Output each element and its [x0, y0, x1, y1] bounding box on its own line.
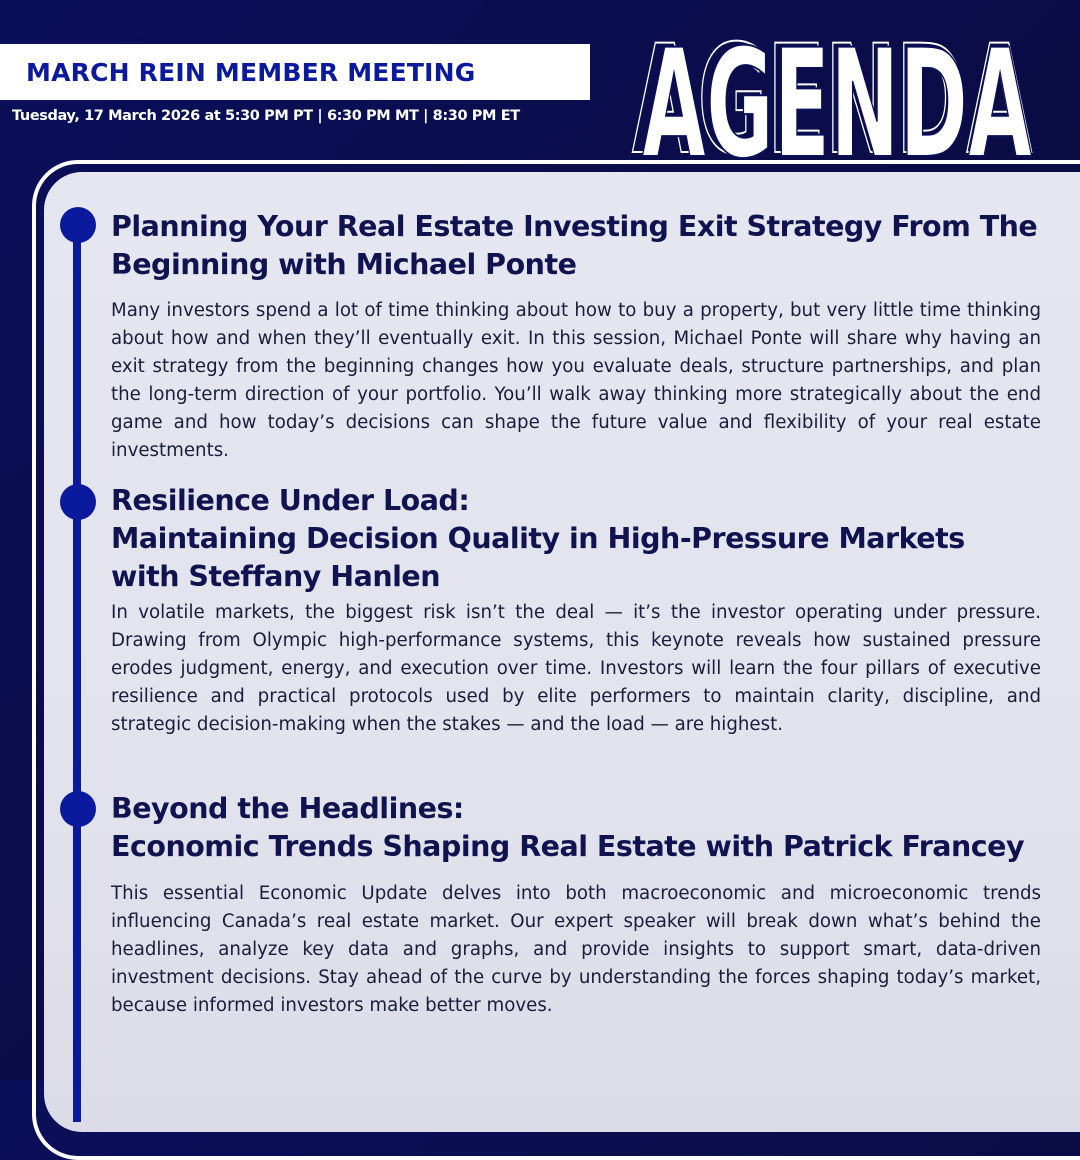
session-3-title-line-2: Economic Trends Shaping Real Estate with Patrick Francey [111, 830, 1025, 863]
session-3-title [111, 790, 1024, 866]
session-2-title-line-1: Resilience Under Load: [111, 484, 470, 517]
session-2-title-line-2: Maintaining Decision Quality in High-Pressure Markets [111, 522, 965, 555]
header-banner [0, 44, 590, 100]
agenda-heading [628, 6, 1048, 166]
agenda-heading-text: AGENDA [642, 18, 1032, 166]
agenda-heading-shadow: AGENDA [632, 14, 1032, 166]
timeline-dot-1 [60, 207, 96, 243]
session-1-title-line-1: Planning Your Real Estate Investing Exit Strategy From The [111, 210, 1038, 243]
session-1-title [111, 208, 1037, 284]
session-3-title-line-1: Beyond the Headlines: [111, 792, 464, 825]
session-2-title-line-3: with Steffany Hanlen [111, 560, 440, 593]
timeline-line [73, 222, 81, 1122]
meeting-title: MARCH REIN MEMBER MEETING [26, 57, 476, 87]
session-1-title-line-2: Beginning with Michael Ponte [111, 248, 577, 281]
session-3-description: This essential Economic Update delves into both macroeconomic and microeconomic trends influencing Canada’s real estate market. Our expert speaker will break down what’s behind the headlines, analyze key data and graphs, and provide insights to support smart, data-driven investment decisions. Stay ahead of the curve by understanding the forces shaping today’s market, because informed investors make better moves. [111, 883, 1041, 1016]
timeline-dot-3 [60, 791, 96, 827]
session-1-description: Many investors spend a lot of time thinking about how to buy a property, but very little time thinking about how and when they’ll eventually exit. In this session, Michael Ponte will share why having an exit strategy from the beginning changes how you evaluate deals, structure partnerships, and plan the long-term direction of your portfolio. You’ll walk away thinking more strategically about the end game and how today’s decisions can shape the future value and flexibility of your real estate investments. [111, 300, 1041, 461]
timeline-dot-2 [60, 484, 96, 520]
meeting-date-time: Tuesday, 17 March 2026 at 5:30 PM PT | 6:30 PM MT | 8:30 PM ET [12, 108, 520, 124]
session-2-description: In volatile markets, the biggest risk isn’t the deal — it’s the investor operating under pressure. Drawing from Olympic high-performance systems, this keynote reveals how sustained pressure erodes judgment, energy, and execution over time. Investors will learn the four pillars of executive resilience and practical protocols used by elite performers to maintain clarity, discipline, and strategic decision-making when the stakes — and the load — are highest. [111, 602, 1041, 735]
session-2-title [111, 482, 965, 596]
